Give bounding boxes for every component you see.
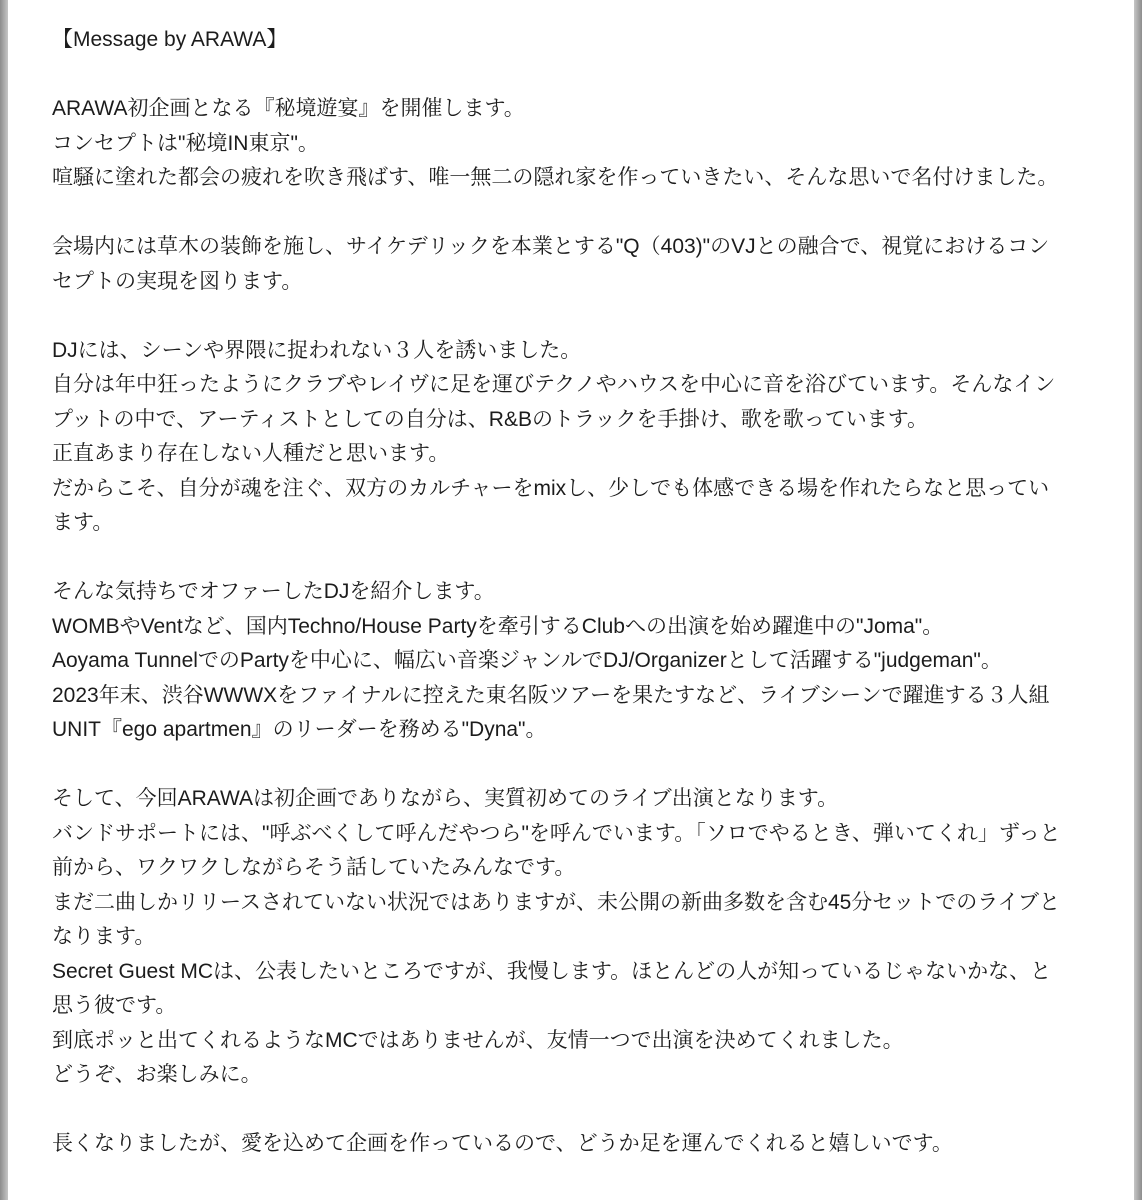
message-paragraph-lineup bbox=[52, 575, 1134, 748]
document-page bbox=[8, 0, 1134, 1200]
message-line: だからこそ、自分が魂を注ぐ、双方のカルチャーをmixし、少しでも体感できる場を作れたらなと思ってい bbox=[52, 476, 1050, 500]
message-line: 喧騒に塗れた都会の疲れを吹き飛ばす、唯一無二の隠れ家を作っていきたい、そんな思いで名付けました。 bbox=[52, 166, 1059, 189]
message-paragraph-live bbox=[52, 782, 1134, 1093]
message-title: 【Message by ARAWA】 bbox=[52, 28, 288, 51]
message-paragraph-dj bbox=[52, 334, 1134, 541]
message-line: 正直あまり存在しない人種だと思います。 bbox=[52, 442, 450, 465]
message-line: 思う彼です。 bbox=[52, 994, 177, 1017]
message-line: どうぞ、お楽しみに。 bbox=[52, 1063, 262, 1086]
message-paragraph-venue bbox=[52, 230, 1134, 299]
message-line: 自分は年中狂ったようにクラブやレイヴに足を運びテクノやハウスを中心に音を浴びています。そんなイン bbox=[52, 373, 1056, 396]
message-line: そして、今回ARAWAは初企画でありながら、実質初めてのライブ出演となります。 bbox=[52, 787, 839, 810]
message-line: なります。 bbox=[52, 925, 156, 948]
message-line: 2023年末、渋谷WWWXをファイナルに控えた東名阪ツアーを果たすなど、ライブシーンで躍進する３人組 bbox=[52, 683, 1050, 707]
message-line: セプトの実現を図ります。 bbox=[52, 269, 303, 293]
message-line: バンドサポートには、"呼ぶべくして呼んだやつら"を呼んでいます。「ソロでやるとき、弾いてくれ」ずっと bbox=[52, 821, 1061, 845]
message-line: WOMBやVentなど、国内Techno/House Partyを牽引するClubへの出演を始め躍進中の"Joma"。 bbox=[52, 614, 944, 638]
message-line: DJには、シーンや界隈に捉われない３人を誘いました。 bbox=[52, 338, 582, 362]
message-line: 前から、ワクワクしながらそう話していたみんなです。 bbox=[52, 856, 576, 879]
message-line: 到底ポッと出てくれるようなMCではありませんが、友情一つで出演を決めてくれました。 bbox=[52, 1028, 904, 1052]
message-line: ARAWA初企画となる『秘境遊宴』を開催します。 bbox=[52, 97, 525, 120]
message-line: プットの中で、アーティストとしての自分は、R&Bのトラックを手掛け、歌を歌っています。 bbox=[52, 407, 929, 431]
message-line: Secret Guest MCは、公表したいところですが、我慢します。ほとんどの人が知っているじゃないかな、と bbox=[52, 959, 1052, 983]
message-paragraph-closing bbox=[52, 1127, 1134, 1162]
message-line: 会場内には草木の装飾を施し、サイケデリックを本業とする"Q（403)"のVJとの融合で、視覚におけるコン bbox=[52, 235, 1050, 258]
message-line: UNIT『ego apartmen』のリーダーを務める"Dyna"。 bbox=[52, 718, 547, 741]
message-line: コンセプトは"秘境IN東京"。 bbox=[52, 131, 319, 155]
message-line: まだ二曲しかリリースされていない状況ではありますが、未公開の新曲多数を含む45分セットでのライブと bbox=[52, 890, 1061, 914]
message-line: Aoyama TunnelでのPartyを中心に、幅広い音楽ジャンルでDJ/Organizerとして活躍する"judgeman"。 bbox=[52, 649, 1002, 672]
message-line: そんな気持ちでオファーしたDJを紹介します。 bbox=[52, 580, 495, 603]
message-title-block bbox=[52, 23, 1134, 58]
message-line: 長くなりましたが、愛を込めて企画を作っているので、どうか足を運んでくれると嬉しいです。 bbox=[52, 1132, 953, 1155]
message-paragraph-intro bbox=[52, 92, 1134, 196]
message-line: ます。 bbox=[52, 511, 114, 534]
